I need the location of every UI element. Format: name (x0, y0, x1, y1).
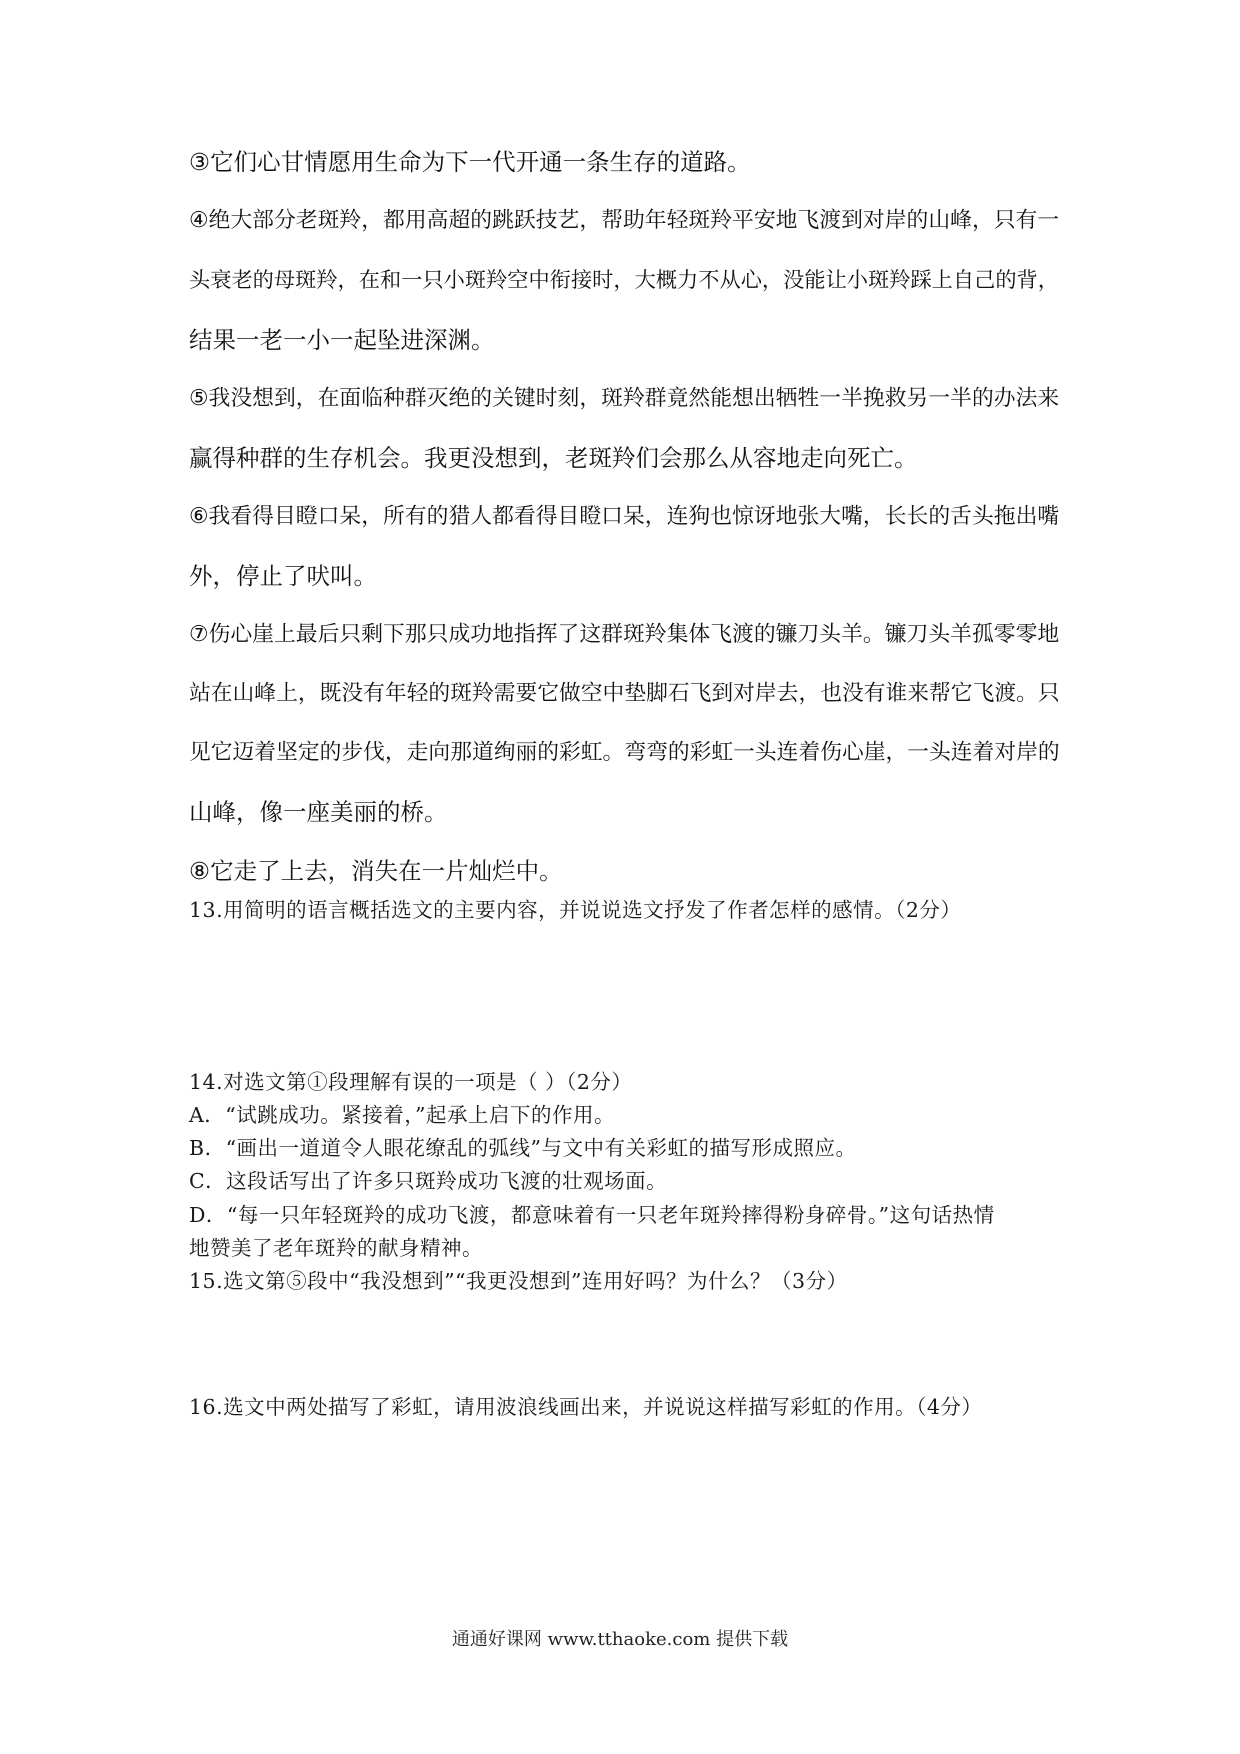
paragraph-6-line-2: 外，停止了吠叫。 (189, 562, 377, 590)
paragraph-7-line-2: 站在山峰上，既没有年轻的斑羚需要它做空中垫脚石飞到对岸去，也没有谁来帮它飞渡。只 (189, 681, 1060, 706)
question-14-option-b: B．“画出一道道令人眼花缭乱的弧线”与文中有关彩虹的描写形成照应。 (189, 1136, 857, 1160)
paragraph-7-line-4: 山峰，像一座美丽的桥。 (189, 798, 448, 826)
paragraph-3-line: ③它们心甘情愿用生命为下一代开通一条生存的道路。 (189, 148, 751, 176)
paragraph-6-line-1: ⑥我看得目瞪口呆，所有的猎人都看得目瞪口呆，连狗也惊讶地张大嘴，长长的舌头拖出嘴 (189, 504, 1060, 529)
question-14-option-c: C．这段话写出了许多只斑羚成功飞渡的壮观场面。 (189, 1169, 668, 1193)
paragraph-7-line-1: ⑦伤心崖上最后只剩下那只成功地指挥了这群斑羚集体飞渡的镰刀头羊。镰刀头羊孤零零地 (189, 622, 1060, 647)
question-16: 16.选文中两处描写了彩虹，请用波浪线画出来，并说说这样描写彩虹的作用。（4分） (189, 1395, 983, 1419)
paragraph-5-line-1: ⑤我没想到，在面临种群灭绝的关键时刻，斑羚群竟然能想出牺牲一半挽救另一半的办法来 (189, 386, 1060, 411)
paragraph-8-line: ⑧它走了上去，消失在一片灿烂中。 (189, 857, 563, 885)
paragraph-7-line-3: 见它迈着坚定的步伐，走向那道绚丽的彩虹。弯弯的彩虹一头连着伤心崖，一头连着对岸的 (189, 740, 1060, 765)
question-14-option-d-line-2: 地赞美了老年斑羚的献身精神。 (189, 1236, 483, 1260)
question-15: 15.选文第⑤段中“我没想到”“我更没想到”连用好吗？为什么？（3分） (189, 1269, 848, 1293)
paragraph-4-line-1: ④绝大部分老斑羚，都用高超的跳跃技艺，帮助年轻斑羚平安地飞渡到对岸的山峰，只有一 (189, 208, 1060, 233)
paragraph-5-line-2: 赢得种群的生存机会。我更没想到，老斑羚们会那么从容地走向死亡。 (189, 444, 918, 472)
question-13: 13.用简明的语言概括选文的主要内容，并说说选文抒发了作者怎样的感情。（2分） (189, 898, 962, 922)
question-14-option-a: A．“试跳成功。紧接着，”起承上启下的作用。 (189, 1103, 616, 1127)
paragraph-4-line-2: 头衰老的母斑羚，在和一只小斑羚空中衔接时，大概力不从心，没能让小斑羚踩上自己的背， (189, 268, 1059, 293)
paragraph-4-line-3: 结果一老一小一起坠进深渊。 (189, 326, 495, 354)
question-14-option-d-line-1: D．“每一只年轻斑羚的成功飞渡，都意味着有一只老年斑羚摔得粉身碎骨。”这句话热情 (189, 1203, 995, 1227)
question-14: 14.对选文第①段理解有误的一项是（ ）（2分） (189, 1070, 633, 1094)
page-footer: 通通好课网 www.tthaoke.com 提供下载 (451, 1629, 789, 1650)
